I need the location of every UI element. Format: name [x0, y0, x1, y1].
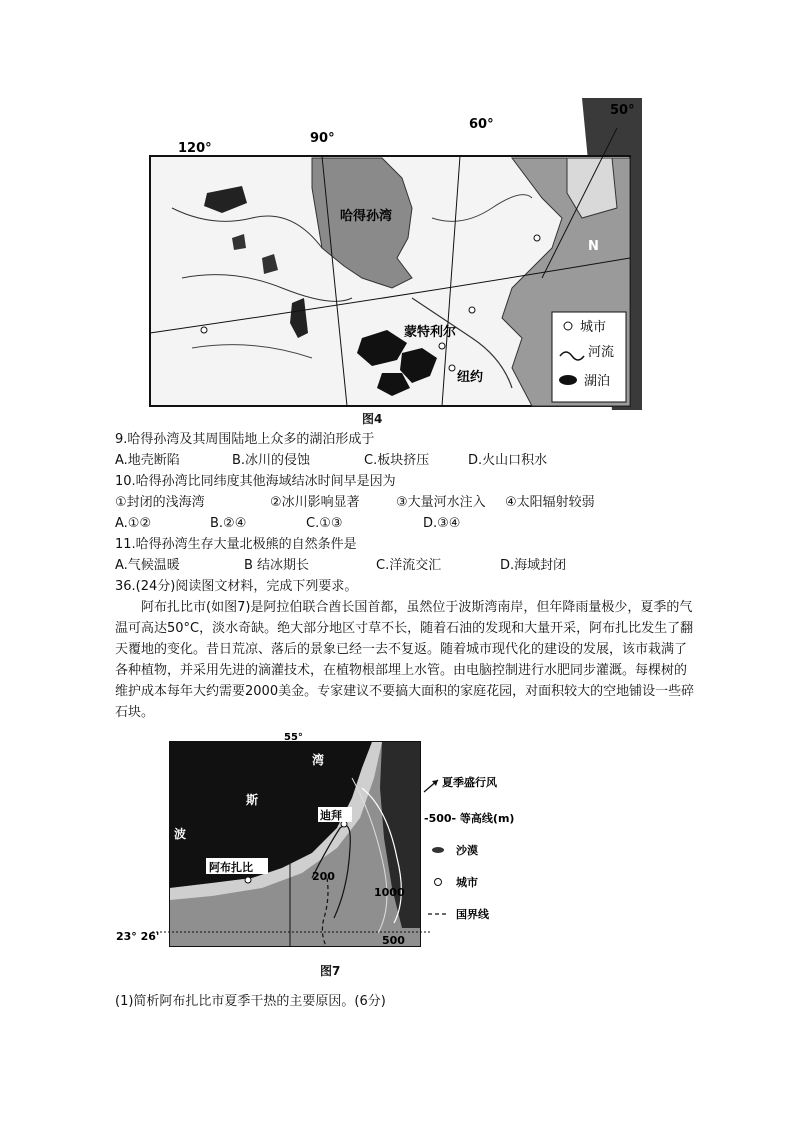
- q11-stem: 11.哈得孙湾生存大量北极熊的自然条件是: [115, 537, 357, 552]
- q11-option-a: A.气候温暖: [115, 558, 180, 573]
- q10-item-3: ③大量河水注入: [396, 495, 486, 510]
- legend-lake-label: 湖泊: [584, 374, 611, 389]
- legend-river-label: 河流: [588, 345, 615, 360]
- figure-4-map: [112, 98, 642, 410]
- legend-lake-icon: [559, 375, 577, 385]
- contour-label-1000: 1000: [374, 886, 405, 899]
- legend-wind-label: 夏季盛行风: [442, 776, 497, 789]
- q36-paragraph: 阿布扎比市(如图7)是阿拉伯联合酋长国首都，虽然位于波斯湾南岸，但年降雨量极少，夏季的气温可高达50°C，淡水奇缺。绝大部分地区寸草不长，随着石油的发现和大量开采，阿布扎比发生了翻天覆地的变化。昔日荒凉、落后的景象已经一去不复返。随着城市现代化的建设的发展，该市栽满了各种植物，并采用先进的滴灌技术，在植物根部埋上水管。由电脑控制进行水肥同步灌溉。每棵树的维护成本每年大约需要2000美金。专家建议不要搞大面积的家庭花园，对面积较大的空地铺设一些碎石块。: [115, 600, 695, 720]
- abudhabi-label: 阿布扎比: [209, 861, 253, 874]
- q10-item-2: ②冰川影响显著: [270, 495, 360, 510]
- north-label: N: [588, 239, 599, 254]
- q11-option-b: B 结冰期长: [244, 558, 310, 573]
- sea-char-wan: 湾: [312, 753, 325, 767]
- q11-option-d: D.海域封闭: [500, 558, 567, 573]
- q10-stem: 10.哈得孙湾比同纬度其他海域结冰时间早是因为: [115, 474, 396, 489]
- hudson-bay-label: 哈得孙湾: [340, 209, 393, 224]
- q10-option-d: D.③④: [423, 516, 461, 531]
- city-dot: [201, 327, 207, 333]
- contour-label-500: 500: [382, 934, 405, 947]
- lon-label-120: 120°: [178, 141, 212, 156]
- legend-desert-icon: [432, 847, 444, 853]
- sea-char-si: 斯: [246, 793, 259, 807]
- q9-option-b: B.冰川的侵蚀: [232, 453, 311, 468]
- contour-label-200: 200: [312, 870, 335, 883]
- legend-city-label-7: 城市: [456, 876, 478, 889]
- lon-label-60: 60°: [469, 117, 494, 132]
- q10-item-1: ①封闭的浅海湾: [115, 495, 205, 510]
- legend-city-icon-7: [435, 879, 442, 886]
- q10-item-4: ④太阳辐射较弱: [505, 495, 595, 510]
- figure-7-caption: 图7: [320, 964, 341, 978]
- q36-sub1: (1)简析阿布扎比市夏季干热的主要原因。(6分): [115, 994, 386, 1009]
- lon-label-90: 90°: [310, 131, 335, 146]
- q9-option-a: A.地壳断陷: [115, 453, 180, 468]
- legend-city-label: 城市: [580, 320, 607, 335]
- q9-option-c: C.板块挤压: [364, 453, 430, 468]
- legend-contour-label: -500- 等高线(m): [424, 812, 515, 825]
- q9-option-d: D.火山口积水: [468, 453, 548, 468]
- lon-label-55: 55°: [284, 732, 303, 743]
- figure-7-svg: [112, 728, 532, 960]
- q9-stem: 9.哈得孙湾及其周围陆地上众多的湖泊形成于: [115, 432, 375, 447]
- q11-option-c: C.洋流交汇: [376, 558, 442, 573]
- q36-stem: 36.(24分)阅读图文材料，完成下列要求。: [115, 579, 358, 594]
- legend-border-label: 国界线: [456, 908, 489, 921]
- sea-char-bo: 波: [174, 827, 187, 841]
- legend-city-icon: [564, 322, 572, 330]
- dubai-label: 迪拜: [320, 809, 342, 822]
- figure-7-map: [112, 728, 532, 960]
- legend-desert-label: 沙漠: [456, 844, 478, 857]
- lon-label-50: 50°: [610, 103, 635, 118]
- abudhabi-dot: [245, 877, 251, 883]
- montreal-label: 蒙特利尔: [404, 325, 457, 340]
- q10-option-a: A.①②: [115, 516, 152, 531]
- newyork-label: 纽约: [457, 370, 484, 385]
- q10-option-b: B.②④: [210, 516, 247, 531]
- q10-option-c: C.①③: [306, 516, 343, 531]
- figure-4-svg: [112, 98, 642, 410]
- lat-label-tropic: 23° 26': [116, 930, 160, 943]
- figure-4-caption: 图4: [362, 412, 383, 426]
